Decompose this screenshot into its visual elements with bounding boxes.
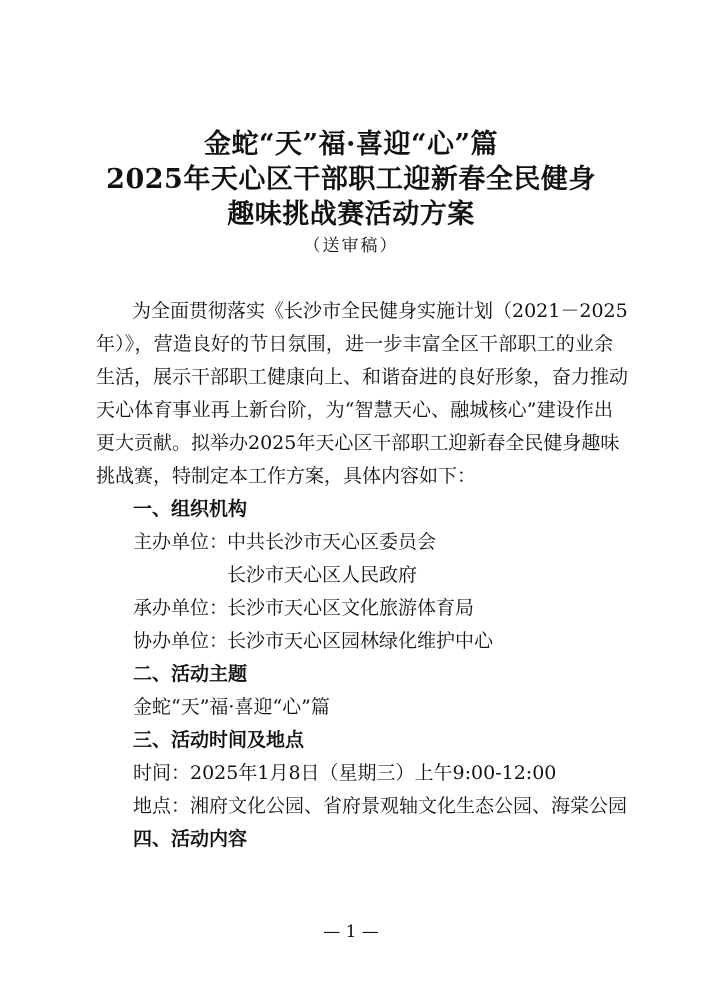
intro-line-1: 为全面贯彻落实《长沙市全民健身实施计划（2021－2025 bbox=[132, 300, 628, 322]
organizer-unit: 长沙市天心区文化旅游体育局 bbox=[227, 597, 475, 619]
section-heading-time-place: 三、活动时间及地点 bbox=[133, 729, 305, 751]
event-time: 时间：2025年1月8日（星期三）上午9:00-12:00 bbox=[133, 762, 557, 784]
title-line-1: 金蛇“天”福·喜迎“心”篇 bbox=[203, 129, 499, 160]
event-place: 地点：湘府文化公园、省府景观轴文化生态公园、海棠公园 bbox=[133, 795, 628, 817]
page-number: — 1 — bbox=[323, 922, 379, 942]
host-unit-2: 长沙市天心区人民政府 bbox=[227, 564, 418, 586]
title-line-2: 2025年天心区干部职工迎新春全民健身 bbox=[106, 164, 596, 195]
organizer-label: 承办单位： bbox=[133, 597, 229, 619]
section-heading-theme: 二、活动主题 bbox=[133, 663, 248, 685]
intro-line-4: 天心体育事业再上新台阶，为“智慧天心、融城核心”建设作出 bbox=[96, 399, 613, 421]
co-organizer-unit: 长沙市天心区园林绿化维护中心 bbox=[227, 630, 494, 652]
draft-note: （送审稿） bbox=[303, 236, 399, 256]
intro-line-5: 更大贡献。拟举办2025年天心区干部职工迎新春全民健身趣味 bbox=[96, 432, 620, 454]
intro-line-2: 年）》，营造良好的节日氛围，进一步丰富全区干部职工的业余 bbox=[96, 333, 613, 355]
theme-text: 金蛇“天”福·喜迎“心”篇 bbox=[133, 696, 330, 718]
section-heading-content: 四、活动内容 bbox=[133, 828, 248, 850]
host-label: 主办单位： bbox=[133, 531, 229, 553]
intro-line-3: 生活，展示干部职工健康向上、和谐奋进的良好形象，奋力推动 bbox=[96, 366, 629, 388]
intro-line-6: 挑战赛，特制定本工作方案，具体内容如下： bbox=[96, 465, 477, 487]
title-line-3: 趣味挑战赛活动方案 bbox=[227, 199, 475, 230]
co-organizer-label: 协办单位： bbox=[133, 630, 229, 652]
host-unit-1: 中共长沙市天心区委员会 bbox=[227, 531, 437, 553]
section-heading-organization: 一、组织机构 bbox=[133, 498, 248, 520]
